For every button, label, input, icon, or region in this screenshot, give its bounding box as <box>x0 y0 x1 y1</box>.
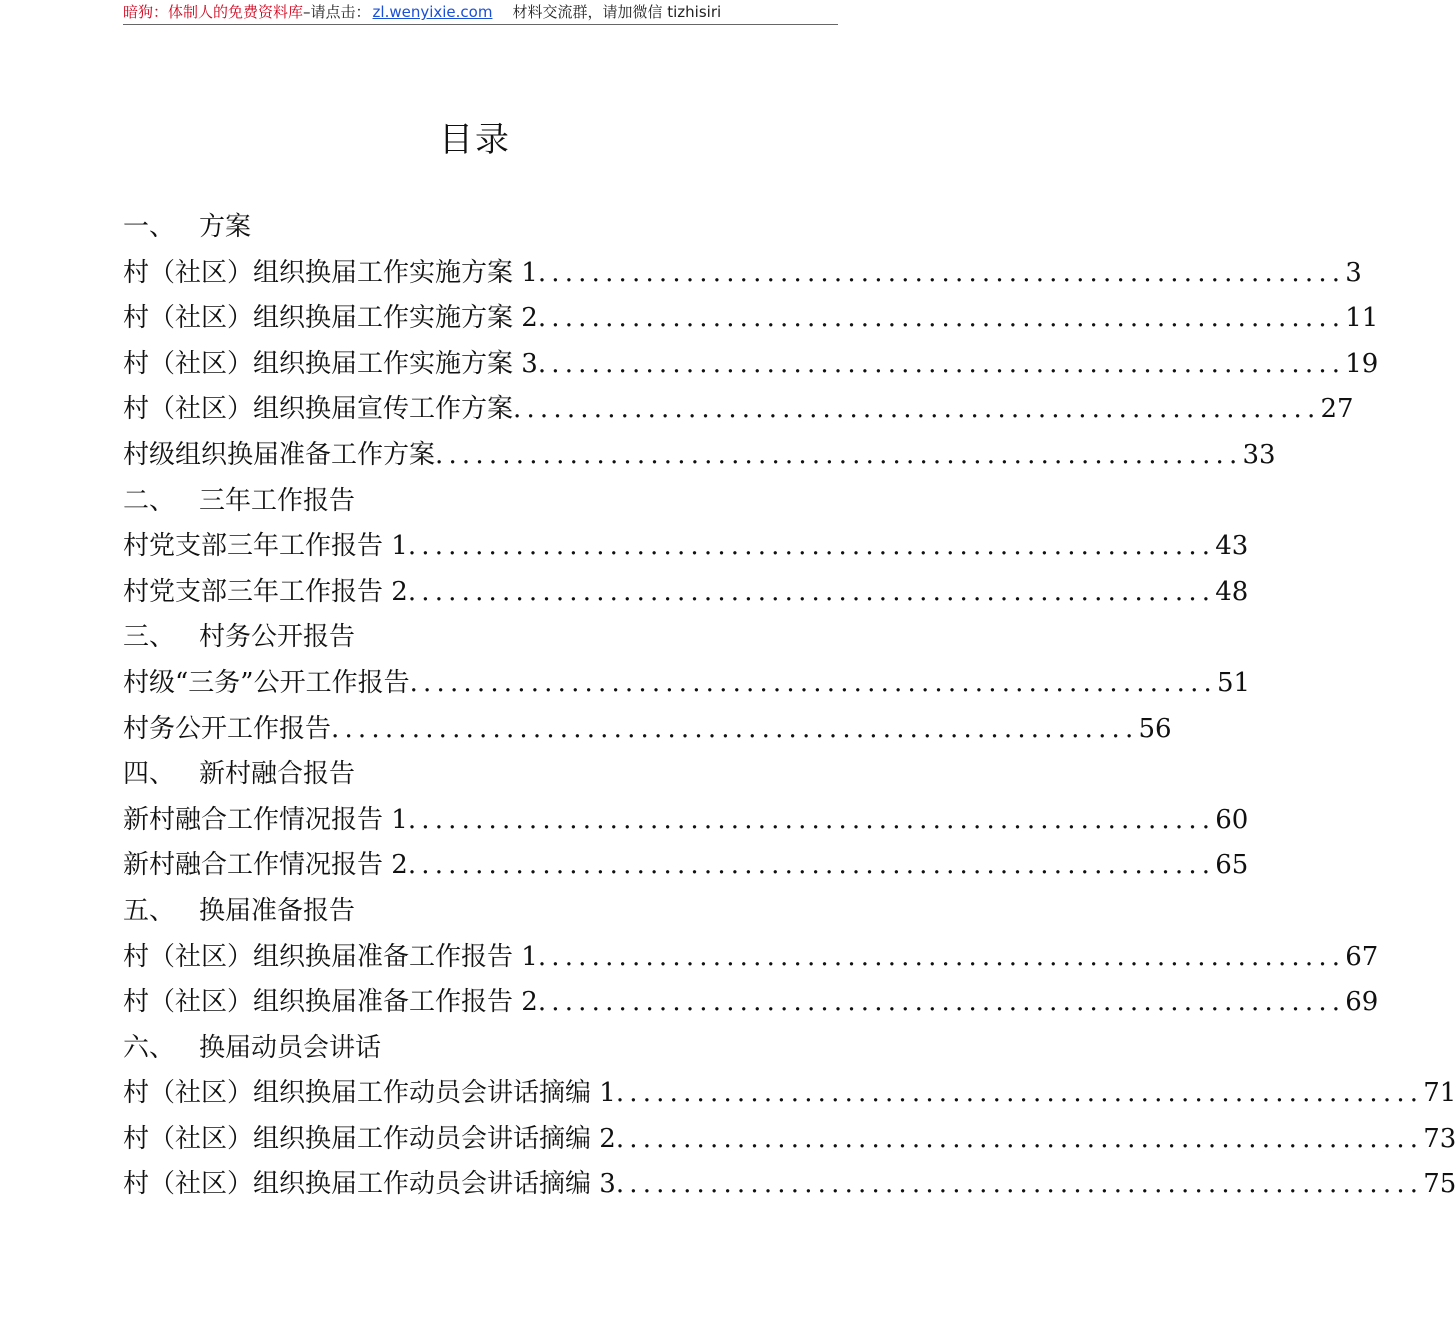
toc-entry-title: 新村融合工作情况报告 2 <box>123 850 408 881</box>
section-number: 二、 <box>123 485 176 516</box>
toc-leader-dots: . . . . . . . . . . . . . . . . . . . . . . . . . . . . . . . . . . . . . . . . . . . . . . . . . . . . . . . . . . . . <box>435 439 1243 470</box>
toc-entry-title: 村（社区）组织换届工作动员会讲话摘编 2 <box>123 1123 616 1154</box>
page-title: 目录 <box>439 120 511 160</box>
toc-entry <box>123 1117 1456 1163</box>
toc-page-number: 71 <box>1423 1078 1456 1109</box>
toc-entry <box>123 524 1249 570</box>
toc-page-number: 27 <box>1320 394 1354 425</box>
toc-entry <box>123 935 1379 981</box>
section-number: 四、 <box>123 759 176 790</box>
section-label: 新村融合报告 <box>199 759 356 790</box>
toc-page-number: 67 <box>1345 941 1379 972</box>
toc-entry-title: 村（社区）组织换届工作实施方案 1 <box>123 257 538 288</box>
toc-entry <box>123 433 1276 479</box>
toc-entry-title: 村（社区）组织换届工作动员会讲话摘编 1 <box>123 1078 616 1109</box>
toc-entry-title: 村党支部三年工作报告 2 <box>123 576 408 607</box>
toc-entry <box>123 661 1251 707</box>
toc-entry-title: 村级组织换届准备工作方案 <box>123 439 436 470</box>
toc-entry-title: 村（社区）组织换届宣传工作方案 <box>123 394 514 425</box>
toc-page-number: 43 <box>1215 531 1249 562</box>
toc-entry <box>123 1162 1456 1208</box>
toc-leader-dots: . . . . . . . . . . . . . . . . . . . . . . . . . . . . . . . . . . . . . . . . . . . . . . . . . . . . . . . . . . . . <box>615 1078 1424 1109</box>
header-link[interactable]: zl.wenyixie.com <box>372 3 493 21</box>
toc-page-number: 73 <box>1423 1123 1456 1154</box>
section-number: 一、 <box>123 212 176 242</box>
toc-entry <box>123 1071 1456 1117</box>
toc-entry-title: 村（社区）组织换届准备工作报告 2 <box>123 987 538 1018</box>
toc-leader-dots: . . . . . . . . . . . . . . . . . . . . . . . . . . . . . . . . . . . . . . . . . . . . . . . . . . . . . . . . . . . . <box>331 713 1139 744</box>
toc-entry <box>123 296 1379 342</box>
toc-entry <box>123 251 1362 297</box>
header-click-prompt: –请点击： <box>303 3 371 21</box>
toc-leader-dots: . . . . . . . . . . . . . . . . . . . . . . . . . . . . . . . . . . . . . . . . . . . . . . . . . . . . . . . . . . . . <box>615 1123 1424 1154</box>
toc-entry <box>123 707 1172 753</box>
toc-section-heading <box>123 615 823 661</box>
toc-entry <box>123 570 1249 616</box>
toc-leader-dots: . . . . . . . . . . . . . . . . . . . . . . . . . . . . . . . . . . . . . . . . . . . . . . . . . . . . . . . . . . . . <box>513 394 1321 425</box>
toc-page-number: 75 <box>1423 1169 1456 1200</box>
section-label: 方案 <box>199 212 252 242</box>
toc-leader-dots: . . . . . . . . . . . . . . . . . . . . . . . . . . . . . . . . . . . . . . . . . . . . . . . . . . . . . . . . . . . . <box>407 531 1216 562</box>
toc-page-number: 19 <box>1345 348 1379 379</box>
toc-entry <box>123 342 1379 388</box>
toc-entry-title: 村党支部三年工作报告 1 <box>123 531 408 562</box>
toc-entry-title: 村（社区）组织换届准备工作报告 1 <box>123 941 538 972</box>
toc-entry <box>123 798 1249 844</box>
section-number: 五、 <box>123 895 176 926</box>
toc-page-number: 65 <box>1215 850 1249 881</box>
section-label: 换届准备报告 <box>199 895 356 926</box>
toc-page-number: 60 <box>1215 804 1249 835</box>
toc-page-number: 56 <box>1138 713 1172 744</box>
section-label: 换届动员会讲话 <box>199 1032 382 1063</box>
toc-page-number: 48 <box>1215 576 1249 607</box>
toc-section-heading <box>123 889 823 935</box>
toc-leader-dots: . . . . . . . . . . . . . . . . . . . . . . . . . . . . . . . . . . . . . . . . . . . . . . . . . . . . . . . . . . . . <box>537 348 1346 379</box>
toc-leader-dots: . . . . . . . . . . . . . . . . . . . . . . . . . . . . . . . . . . . . . . . . . . . . . . . . . . . . . . . . . . . . <box>537 257 1346 288</box>
toc-leader-dots: . . . . . . . . . . . . . . . . . . . . . . . . . . . . . . . . . . . . . . . . . . . . . . . . . . . . . . . . . . . . <box>537 941 1346 972</box>
section-label: 村务公开报告 <box>199 622 356 653</box>
toc-page-number: 33 <box>1242 439 1276 470</box>
header-brand: 暗狗：体制人的免费资料库 <box>123 3 304 21</box>
toc-entry-title: 新村融合工作情况报告 1 <box>123 804 408 835</box>
section-number: 三、 <box>123 622 176 653</box>
toc-entry-title: 村（社区）组织换届工作实施方案 2 <box>123 303 538 334</box>
toc-leader-dots: . . . . . . . . . . . . . . . . . . . . . . . . . . . . . . . . . . . . . . . . . . . . . . . . . . . . . . . . . . . . <box>407 850 1216 881</box>
toc-page-number: 69 <box>1345 987 1379 1018</box>
toc-leader-dots: . . . . . . . . . . . . . . . . . . . . . . . . . . . . . . . . . . . . . . . . . . . . . . . . . . . . . . . . . . . . <box>537 987 1346 1018</box>
table-of-contents <box>123 205 1456 1208</box>
section-number: 六、 <box>123 1032 176 1063</box>
toc-entry-title: 村（社区）组织换届工作实施方案 3 <box>123 348 538 379</box>
toc-page-number: 3 <box>1345 257 1362 288</box>
toc-entry-title: 村级“三务”公开工作报告 <box>123 667 410 698</box>
toc-page-number: 11 <box>1345 303 1379 334</box>
toc-leader-dots: . . . . . . . . . . . . . . . . . . . . . . . . . . . . . . . . . . . . . . . . . . . . . . . . . . . . . . . . . . . . <box>407 576 1216 607</box>
header-group-text: 材料交流群，请加微信 tizhisiri <box>512 3 722 21</box>
toc-leader-dots: . . . . . . . . . . . . . . . . . . . . . . . . . . . . . . . . . . . . . . . . . . . . . . . . . . . . . . . . . . . . <box>409 667 1218 698</box>
toc-page-number: 51 <box>1217 667 1251 698</box>
toc-section-heading <box>123 752 823 798</box>
toc-leader-dots: . . . . . . . . . . . . . . . . . . . . . . . . . . . . . . . . . . . . . . . . . . . . . . . . . . . . . . . . . . . . <box>615 1169 1424 1200</box>
toc-entry-title: 村（社区）组织换届工作动员会讲话摘编 3 <box>123 1169 616 1200</box>
toc-entry <box>123 843 1249 889</box>
toc-entry <box>123 980 1379 1026</box>
toc-entry <box>123 387 1354 433</box>
toc-section-heading <box>123 1026 823 1072</box>
toc-section-heading <box>123 479 823 525</box>
toc-leader-dots: . . . . . . . . . . . . . . . . . . . . . . . . . . . . . . . . . . . . . . . . . . . . . . . . . . . . . . . . . . . . <box>407 804 1216 835</box>
page-header <box>123 0 838 25</box>
toc-leader-dots: . . . . . . . . . . . . . . . . . . . . . . . . . . . . . . . . . . . . . . . . . . . . . . . . . . . . . . . . . . . . <box>537 303 1346 334</box>
toc-entry-title: 村务公开工作报告 <box>123 713 332 744</box>
toc-section-heading <box>123 205 823 251</box>
section-label: 三年工作报告 <box>199 485 356 516</box>
